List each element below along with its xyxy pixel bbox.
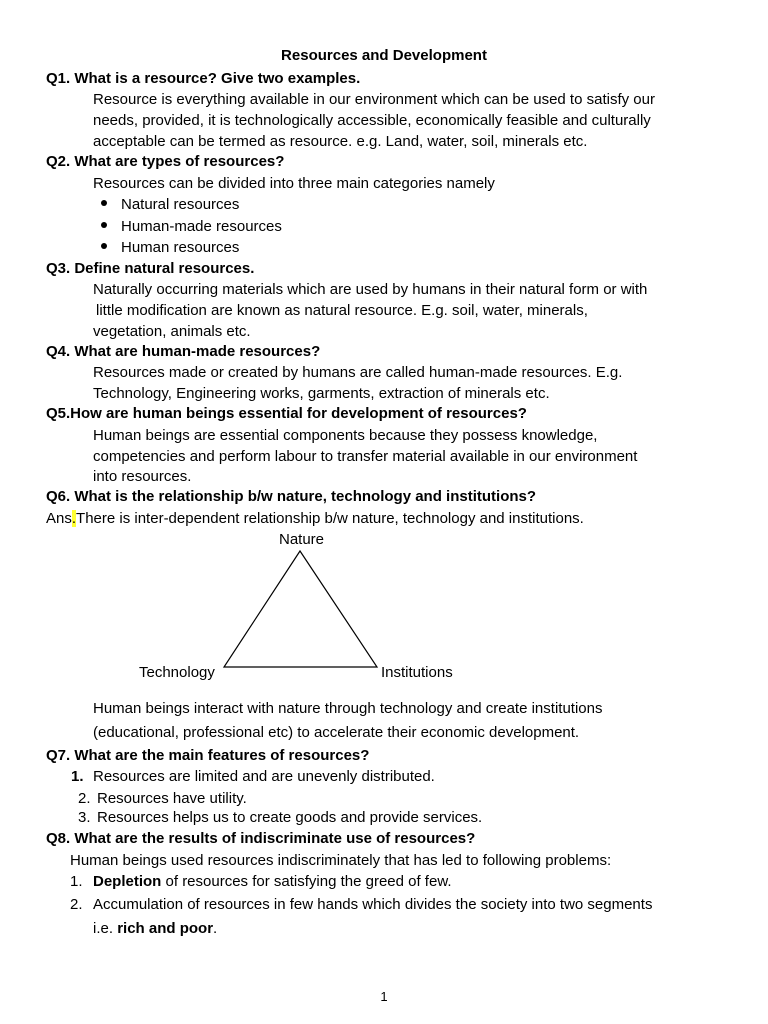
q1-answer-line: Resource is everything available in our environment which can be used to satisfy our bbox=[93, 91, 655, 108]
q5-answer-line: Human beings are essential components because they possess knowledge, bbox=[93, 427, 598, 444]
page-number: 1 bbox=[380, 989, 388, 1004]
ans-prefix: Ans bbox=[46, 510, 72, 527]
triangle-shape bbox=[224, 551, 377, 667]
document-title: Resources and Development bbox=[281, 47, 487, 64]
diagram-label-nature: Nature bbox=[279, 531, 325, 548]
q8-item-number: 1. bbox=[70, 873, 83, 890]
q3-answer-line: Naturally occurring materials which are used by humans in their natural form or with bbox=[93, 281, 648, 298]
period: . bbox=[213, 920, 218, 937]
q3-question: Q3. Define natural resources. bbox=[46, 260, 255, 277]
q7-item-text: Resources are limited and are unevenly distributed. bbox=[93, 768, 435, 785]
q6-question: Q6. What is the relationship b/w nature, technology and institutions? bbox=[46, 488, 537, 505]
rich-and-poor-bold: rich and poor bbox=[117, 920, 214, 937]
q2-bullet-item: Human resources bbox=[121, 239, 240, 256]
q8-item-text: Accumulation of resources in few hands which divides the society into two segments bbox=[93, 896, 653, 913]
q4-question: Q4. What are human-made resources? bbox=[46, 343, 321, 360]
q1-answer-line: acceptable can be termed as resource. e.g. Land, water, soil, minerals etc. bbox=[93, 133, 588, 150]
q8-item-number: 2. bbox=[70, 896, 83, 913]
q3-answer-line: little modification are known as natural resource. E.g. soil, water, minerals, bbox=[96, 302, 588, 319]
q4-answer-line: Technology, Engineering works, garments, extraction of minerals etc. bbox=[93, 385, 550, 402]
depletion-bold: Depletion bbox=[93, 873, 162, 890]
q2-intro: Resources can be divided into three main categories namely bbox=[93, 175, 495, 192]
ans-text: There is inter-dependent relationship b/w nature, technology and institutions. bbox=[76, 510, 584, 527]
q8-question: Q8. What are the results of indiscriminate use of resources? bbox=[46, 830, 476, 847]
depletion-rest: of resources for satisfying the greed of few. bbox=[161, 873, 452, 890]
q8-intro: Human beings used resources indiscriminately that has led to following problems: bbox=[70, 852, 612, 869]
q8-item-text bbox=[93, 871, 452, 892]
q6-explanation-line: (educational, professional etc) to accelerate their economic development. bbox=[93, 724, 580, 741]
q2-question: Q2. What are types of resources? bbox=[46, 153, 285, 170]
q1-answer-line: needs, provided, it is technologically accessible, economically feasible and culturally bbox=[93, 112, 651, 129]
q5-answer-line: into resources. bbox=[93, 468, 192, 485]
q5-answer-line: competencies and perform labour to transfer material available in our environment bbox=[93, 448, 638, 465]
q7-item-text: Resources have utility. bbox=[97, 790, 247, 807]
diagram-label-technology: Technology bbox=[139, 664, 215, 681]
q7-item-number: 2. bbox=[78, 790, 91, 807]
q7-item-text: Resources helps us to create goods and provide services. bbox=[97, 809, 483, 826]
q2-bullet-item: Natural resources bbox=[121, 196, 240, 213]
q7-question: Q7. What are the main features of resources? bbox=[46, 747, 370, 764]
q3-answer-line: vegetation, animals etc. bbox=[93, 323, 251, 340]
q5-question: Q5.How are human beings essential for development of resources? bbox=[46, 405, 527, 422]
q2-bullet-item: Human-made resources bbox=[121, 218, 282, 235]
q7-item-number: 1. bbox=[71, 768, 84, 785]
highlighted-dot: . bbox=[71, 510, 77, 527]
ie-prefix: i.e. bbox=[93, 920, 118, 937]
q7-item-number: 3. bbox=[78, 809, 91, 826]
diagram-label-institutions: Institutions bbox=[381, 664, 453, 681]
q6-explanation-line: Human beings interact with nature through technology and create institutions bbox=[93, 700, 603, 717]
q4-answer-line: Resources made or created by humans are called human-made resources. E.g. bbox=[93, 364, 623, 381]
q8-item-text-continued bbox=[93, 918, 217, 939]
q1-question: Q1. What is a resource? Give two examples. bbox=[46, 70, 361, 87]
